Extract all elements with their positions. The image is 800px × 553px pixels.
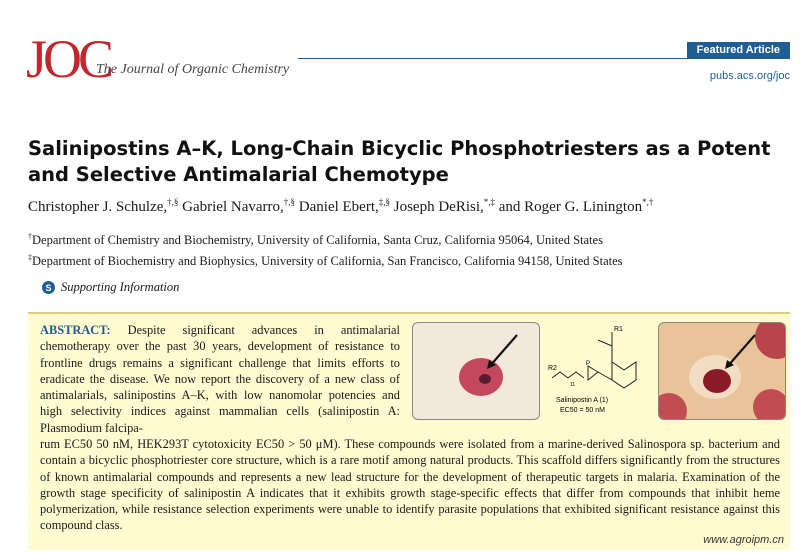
abstract-text-part2: rum EC50 50 nM, HEK293T cytotoxicity EC50 > 50 μM). These compounds were isolated from a marine-derived Salinospora sp. bacterium and contain a bicyclic phosphotriester core structure, which is a rare motif among natural products. This scaffold differs significantly from the structures of known antimalarial compounds and represents a new lead structure for the development of therapeutic targets in malaria. Examination of the growth stage specificity of salinipostin A indicates that it exhibits growth stage-specific effects that differ from compounds that inhibit heme polymerization, while resistance selection experiments were unable to identify parasite populations that exhibited significant resistance against this compound class.	[40, 437, 780, 533]
journal-header	[26, 29, 790, 89]
abstract-text-part1: ABSTRACT: Despite significant advances in antimalarial chemotherapy over the past 30 years, development of resistance to frontline drugs remains a significant challenge that limits efforts to eradicate the disease. We now report the discovery of a new class of antimalarials, salinipostins A–K, with low nanomolar potencies and high selectivity indices against mammalian cells (salinipostin A: Plasmodium falcipa-	[40, 323, 400, 435]
author-3[interactable]: Daniel Ebert,‡,§	[295, 197, 390, 215]
chemical-structure	[546, 322, 656, 422]
watermark: www.agroipm.cn	[703, 534, 784, 546]
author-5[interactable]: and Roger G. Linington*,†	[495, 197, 654, 215]
r2-label: R2	[548, 365, 557, 372]
r1-label: R1	[614, 326, 623, 333]
journal-name: The Journal of Organic Chemistry	[96, 62, 290, 77]
micrograph-1	[412, 322, 540, 420]
svg-text:11: 11	[570, 382, 576, 388]
ec50-label: EC50 = 50 nM	[560, 407, 605, 414]
author-4[interactable]: Joseph DeRisi,*,‡	[390, 197, 495, 215]
featured-article-badge: Featured Article	[687, 42, 790, 58]
affiliation-2: ‡Department of Biochemistry and Biophysics, University of California, San Francisco, California 94158, United States	[28, 253, 623, 269]
journal-url-link[interactable]: pubs.acs.org/joc	[709, 70, 790, 82]
header-rule	[298, 58, 790, 59]
journal-logo: JOC	[26, 29, 111, 89]
abstract-label: ABSTRACT:	[40, 323, 111, 337]
compound-label: Salinipostin A (1)	[556, 397, 609, 404]
article-title: Salinipostins A–K, Long-Chain Bicyclic Phosphotriesters as a Potent and Selective Antimalarial Chemotype	[28, 137, 771, 186]
svg-text:P: P	[586, 361, 591, 367]
author-2[interactable]: Gabriel Navarro,†,§	[178, 197, 296, 215]
author-1[interactable]: Christopher J. Schulze,†,§	[28, 197, 179, 215]
toc-graphic	[412, 322, 784, 422]
supporting-info-icon: S	[42, 281, 55, 294]
abstract-box	[28, 312, 790, 550]
micrograph-2	[658, 322, 786, 420]
supporting-information-link[interactable]: S Supporting Information	[42, 280, 179, 295]
affiliation-1: †Department of Chemistry and Biochemistry, University of California, Santa Cruz, California 95064, United States	[28, 232, 603, 248]
author-list	[28, 197, 653, 216]
